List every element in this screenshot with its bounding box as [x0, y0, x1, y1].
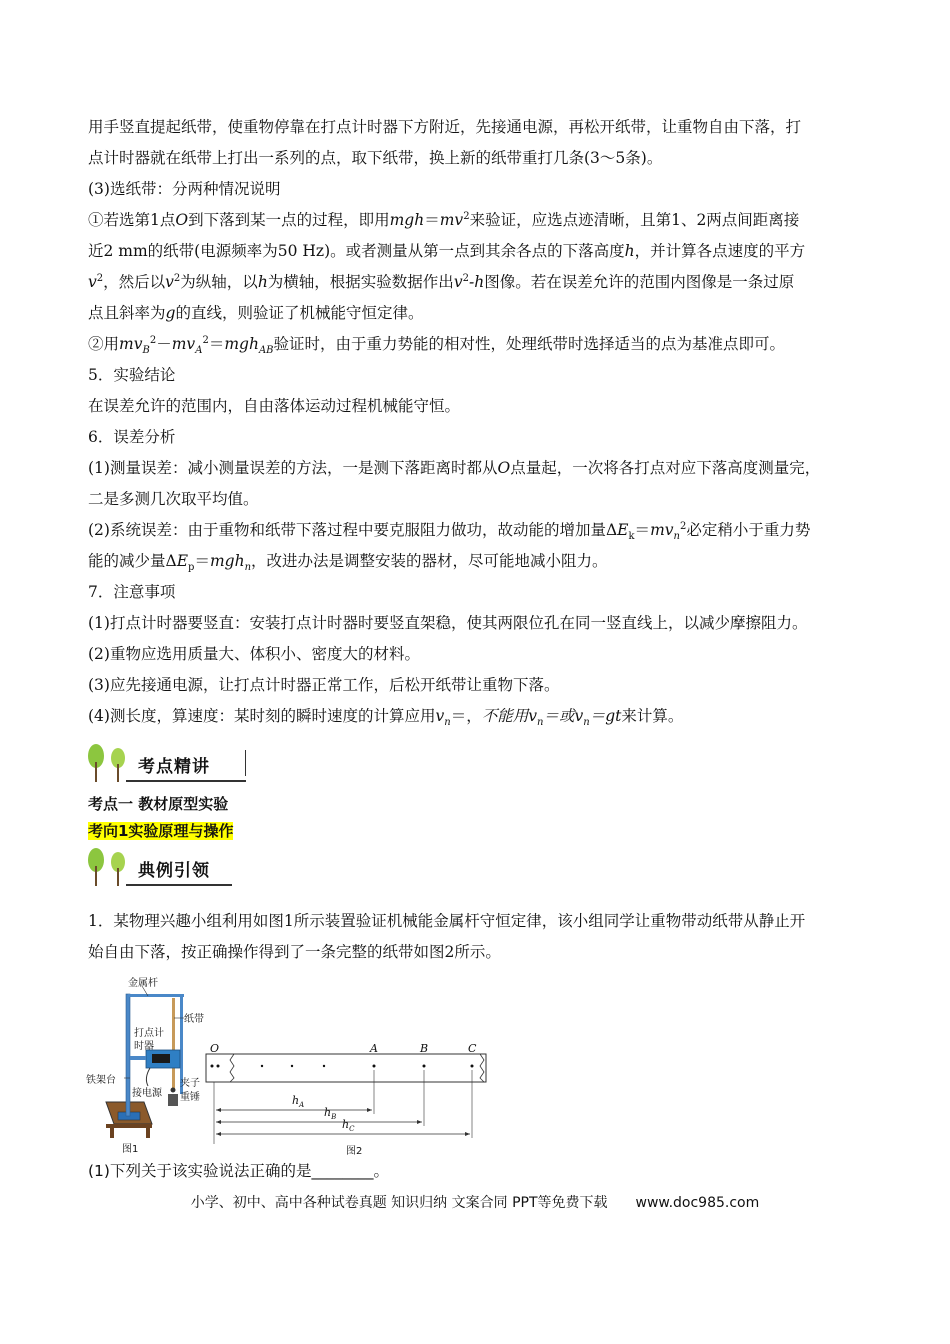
tree-icon: [86, 742, 106, 782]
paragraph-line: 点计时器就在纸带上打出一系列的点，取下纸带，换上新的纸带重打几条(3～5条)。: [88, 149, 663, 167]
document-body: [88, 112, 878, 1187]
paragraph-line: (1)测量误差：减小测量误差的方法，一是测下落距离时都从O点量起，一次将各打点对应下落高度测量完，: [88, 459, 821, 477]
paragraph-line: (1)打点计时器要竖直：安装打点计时器时要竖直架稳，使其两限位孔在同一竖直线上，以减少摩擦阻力。: [88, 614, 808, 632]
label-power: 接电源: [132, 1088, 162, 1099]
figure-2-caption: 图2: [346, 1146, 363, 1157]
tree-icon: [86, 846, 106, 886]
height-hA: $h_A$: [292, 1094, 305, 1110]
banner-title: 典例引领: [138, 861, 210, 881]
point-A: A: [370, 1042, 378, 1055]
banner-title: 考点精讲: [138, 757, 210, 777]
height-hC: $h_C$: [342, 1118, 355, 1134]
height-hB: $h_B$: [324, 1106, 337, 1122]
point-B: B: [420, 1042, 429, 1055]
paragraph-line: 能的减少量$\Delta E_p=mgh_n$，改进办法是调整安装的器材，尽可能地减小阻力。: [88, 552, 608, 574]
question-text: 始自由下落，按正确操作得到了一条完整的纸带如图2所示。: [88, 943, 501, 961]
paragraph-line: 点且斜率为g的直线，则验证了机械能守恒定律。: [88, 304, 424, 322]
section-heading: 7．注意事项: [88, 583, 176, 601]
section-title: 考点一 教材原型实验: [88, 795, 229, 813]
section-heading: 6．误差分析: [88, 428, 176, 446]
tree-icon: [108, 846, 128, 886]
paragraph-line: ②用$mv_B^2-mv_A^2=mgh_{AB}$验证时，由于重力势能的相对性，处理纸带时选择适当的点为基准点即可。: [88, 334, 786, 357]
label-tape: 纸带: [184, 1014, 204, 1025]
point-O: O: [210, 1042, 220, 1055]
question-part: (1)下列关于该实验说法正确的是________。: [88, 1162, 389, 1180]
label-clip: 夹子: [180, 1078, 200, 1089]
banner-kaodian: [86, 742, 246, 786]
label-weight: 重锤: [180, 1092, 200, 1103]
label-timer: 时器: [134, 1041, 154, 1052]
paragraph-line: ①若选第1点O到下落到某一点的过程，即用$mgh=mv^2$来验证，应选点迹清晰，且第1、2两点间距离接: [88, 210, 800, 229]
experiment-figure: [86, 974, 878, 1157]
label-stand: 铁架台: [86, 1075, 116, 1086]
point-C: C: [468, 1042, 477, 1055]
paragraph-line: 在误差允许的范围内，自由落体运动过程机械能守恒。: [88, 397, 461, 415]
paragraph-line: (3)选纸带：分两种情况说明: [88, 180, 281, 198]
paragraph-line: 用手竖直提起纸带，使重物停靠在打点计时器下方附近，先接通电源，再松开纸带，让重物自由下落，打: [88, 118, 802, 136]
figure-drawing: [88, 974, 508, 1154]
label-timer: 打点计: [134, 1028, 164, 1039]
paragraph-line: (2)系统误差：由于重物和纸带下落过程中要克服阻力做功，故动能的增加量$\Delta E_k=mv_n^2$必定稍小于重力势: [88, 520, 811, 543]
paragraph-line: (4)测长度，算速度：某时刻的瞬时速度的计算应用$v_n=$，不能用$v_n=$或$v_n=gt$来计算。: [88, 707, 684, 729]
footer-url[interactable]: www.doc985.com: [635, 1195, 760, 1211]
paragraph-line: (2)重物应选用质量大、体积小、密度大的材料。: [88, 645, 420, 663]
paragraph-line: (3)应先接通电源，让打点计时器正常工作，后松开纸带让重物下落。: [88, 676, 560, 694]
section-heading: 5．实验结论: [88, 366, 176, 384]
figure-1-caption: 图1: [122, 1144, 139, 1155]
paragraph-line: 二是多测几次取平均值。: [88, 490, 259, 508]
section-subtitle: 考向1实验原理与操作: [88, 822, 234, 840]
label-rod: 金属杆: [128, 978, 158, 989]
question-text: 1．某物理兴趣小组利用如图1所示装置验证机械能金属杆守恒定律，该小组同学让重物带动纸带从静止开: [88, 912, 806, 930]
banner-dianli: [86, 846, 232, 890]
paragraph-line: $v^2$，然后以$v^2$为纵轴，以h为横轴，根据实验数据作出$v^2-h$图像。若在误差允许的范围内图像是一条过原: [88, 272, 795, 291]
tree-icon: [108, 742, 128, 782]
paragraph-line: 近2 mm的纸带(电源频率为50 Hz)。或者测量从第一点到其余各点的下落高度h，并计算各点速度的平方: [88, 242, 806, 260]
footer-text: 小学、初中、高中各种试卷真题 知识归纳 文案合同 PPT等免费下载: [190, 1195, 608, 1211]
page-footer: [0, 1192, 950, 1212]
